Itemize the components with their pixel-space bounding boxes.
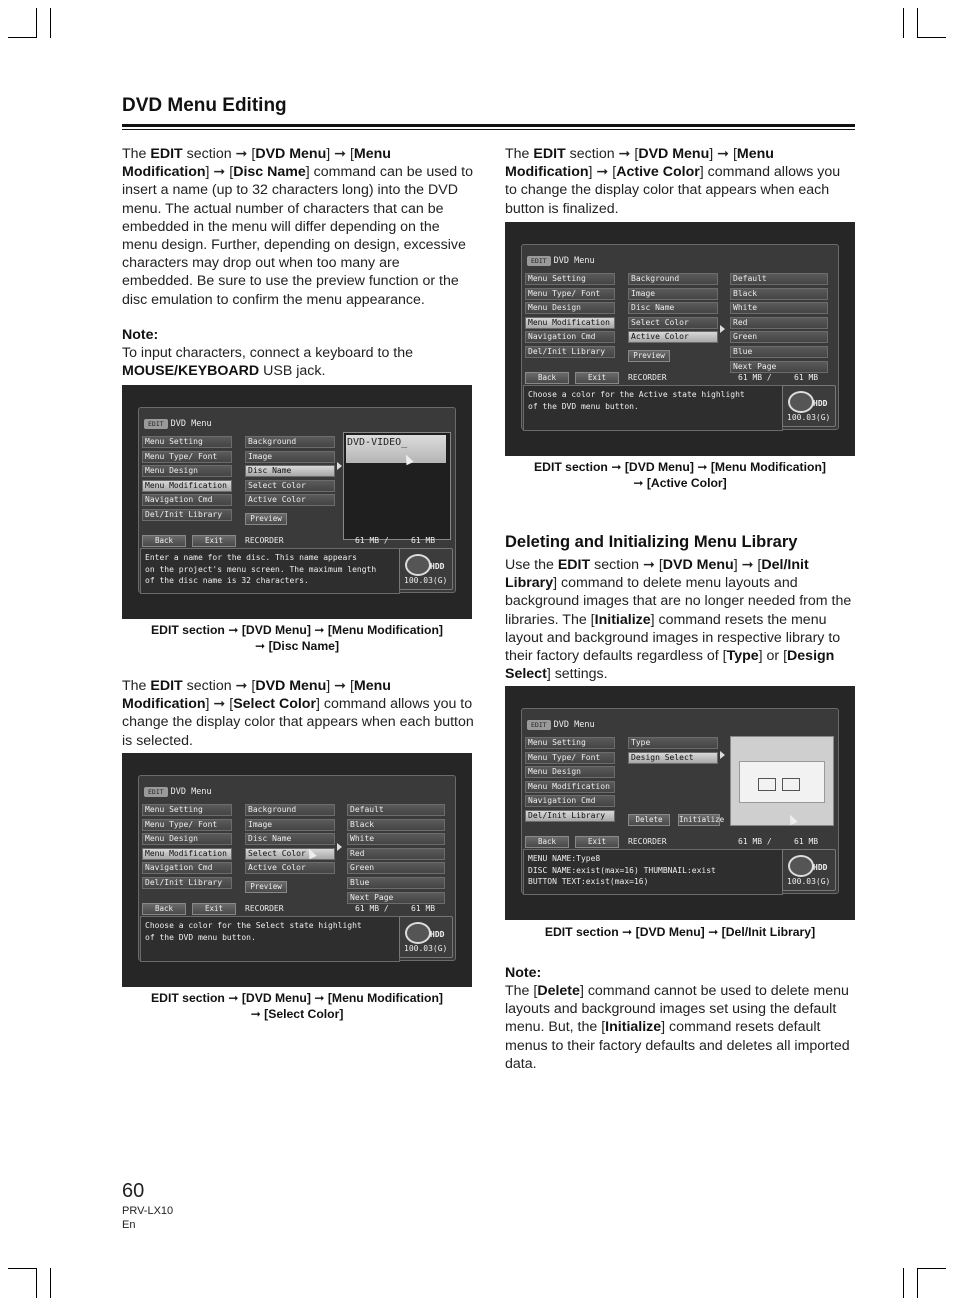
back-button[interactable]: Back — [525, 372, 569, 384]
menu-item-selected[interactable]: Menu Modification — [525, 317, 615, 329]
color-item[interactable]: Blue — [347, 877, 445, 889]
back-button[interactable]: Back — [142, 903, 186, 915]
paragraph-disc-name: The EDIT section ➞ [DVD Menu] ➞ [Menu Modification] ➞ [Disc Name] command can be used to insert a name (up to 32 characters long) into the DVD menu. The actual number of characters that can be embedded in the menu will differ depending on the menu design. Further, depending on design, excessive characters may drop out when too many are embedded. Be sure to use the preview function or the disc emulation to confirm the menu appearance. — [122, 146, 473, 308]
mod-menu — [245, 804, 335, 877]
caption-active-color: EDIT section ➞ [DVD Menu] ➞ [Menu Modification] ➞ [Active Color] — [534, 460, 826, 490]
submenu-arrow-icon — [720, 325, 725, 333]
delete-button[interactable]: Delete — [628, 814, 670, 826]
color-item[interactable]: Default — [730, 273, 828, 285]
menu-item[interactable]: Del/Init Library — [142, 877, 232, 889]
screenshot-active-color — [505, 222, 855, 456]
mod-item[interactable]: Active Color — [245, 862, 335, 874]
mod-item-selected[interactable]: Active Color — [628, 331, 718, 343]
screenshot-disc-name — [122, 385, 472, 619]
model-number: PRV-LX10 En — [122, 1205, 174, 1231]
capacity-used: 61 MB / — [355, 904, 389, 913]
screen-tab: EDIT DVD Menu — [527, 256, 595, 266]
hdd-space: 100.03(G) — [787, 877, 831, 886]
note-keyboard: To input characters, connect a keyboard to the MOUSE/KEYBOARD USB jack. — [122, 345, 414, 380]
hdd-label: HDD — [430, 562, 445, 571]
menu-item[interactable]: Menu Type/ Font — [525, 752, 615, 764]
menu-item[interactable]: Menu Design — [142, 833, 232, 845]
crop-mark — [36, 1268, 37, 1298]
crop-mark — [50, 1268, 51, 1298]
help-message: Enter a name for the disc. This name appears on the project's menu screen. The maximum length of the disc name is 32 characters. — [140, 548, 400, 594]
screenshot-select-color — [122, 753, 472, 987]
menu-item[interactable]: Menu Type/ Font — [525, 288, 615, 300]
menu-item[interactable]: Menu Type/ Font — [142, 819, 232, 831]
next-page-item[interactable]: Next Page — [730, 361, 828, 373]
capacity-total: 61 MB — [411, 536, 436, 545]
menu-item[interactable]: Menu Modification — [525, 781, 615, 793]
back-button[interactable]: Back — [142, 535, 186, 547]
caption-select-color: EDIT section ➞ [DVD Menu] ➞ [Menu Modification] ➞ [Select Color] — [151, 991, 443, 1021]
exit-button[interactable]: Exit — [192, 903, 236, 915]
mod-item[interactable]: Background — [245, 804, 335, 816]
color-item[interactable]: Red — [730, 317, 828, 329]
recorder-label: RECORDER — [245, 536, 284, 545]
capacity-used: 61 MB / — [738, 373, 772, 382]
recorder-label: RECORDER — [628, 837, 667, 846]
color-list — [347, 804, 445, 906]
color-item[interactable]: Red — [347, 848, 445, 860]
note-label: Note: — [122, 327, 159, 343]
hdd-icon — [788, 855, 814, 877]
menu-item[interactable]: Menu Setting — [525, 273, 615, 285]
submenu-arrow-icon — [337, 462, 342, 470]
help-message: Choose a color for the Select state highlight of the DVD menu button. — [140, 916, 400, 962]
color-item[interactable]: White — [347, 833, 445, 845]
hdd-icon — [405, 922, 431, 944]
menu-item-selected[interactable]: Menu Modification — [142, 848, 232, 860]
mod-item-selected[interactable]: Disc Name — [245, 465, 335, 477]
page-title: DVD Menu Editing — [122, 95, 287, 116]
crop-mark — [918, 37, 946, 38]
help-message: Choose a color for the Active state highlight of the DVD menu button. — [523, 385, 783, 431]
mod-item[interactable]: Image — [245, 451, 335, 463]
crop-mark — [36, 8, 37, 38]
title-rule — [122, 124, 855, 127]
initialize-button[interactable]: Initialize — [679, 815, 725, 824]
note-label: Note: — [505, 965, 542, 981]
hdd-label: HDD — [813, 863, 828, 872]
hdd-space: 100.03(G) — [787, 413, 831, 422]
screen-tab: EDIT DVD Menu — [527, 720, 595, 730]
left-menu — [142, 804, 232, 892]
library-menu — [628, 737, 718, 766]
color-item[interactable]: Green — [347, 862, 445, 874]
library-info: MENU NAME:Type8 DISC NAME:exist(max=16) THUMBNAIL:exist BUTTON TEXT:exist(max=16) — [523, 849, 783, 895]
menu-item[interactable]: Del/Init Library — [525, 346, 615, 358]
hdd-label: HDD — [430, 930, 445, 939]
mod-item[interactable]: Background — [628, 273, 718, 285]
hdd-label: HDD — [813, 399, 828, 408]
left-menu — [525, 273, 615, 361]
color-item[interactable]: Green — [730, 331, 828, 343]
recorder-label: RECORDER — [245, 904, 284, 913]
hdd-indicator — [782, 385, 836, 427]
paragraph-active-color: The EDIT section ➞ [DVD Menu] ➞ [Menu Modification] ➞ [Active Color] command allows you to change the display color that appears when each button is finalized. — [505, 146, 841, 217]
screen-tab: EDIT DVD Menu — [144, 419, 212, 429]
capacity-used: 61 MB / — [738, 837, 772, 846]
type-item[interactable]: Type — [628, 737, 718, 749]
capacity-total: 61 MB — [411, 904, 436, 913]
mod-menu — [628, 273, 718, 346]
mod-item[interactable]: Image — [245, 819, 335, 831]
menu-item[interactable]: Navigation Cmd — [525, 795, 615, 807]
menu-item[interactable]: Menu Setting — [525, 737, 615, 749]
crop-mark — [903, 8, 904, 38]
mod-item-selected[interactable]: Select Color — [245, 848, 335, 860]
color-item[interactable]: Black — [730, 288, 828, 300]
preview-button[interactable]: Preview — [245, 881, 287, 893]
menu-item[interactable]: Menu Setting — [142, 436, 232, 448]
mod-item[interactable]: Background — [245, 436, 335, 448]
mod-item[interactable]: Image — [628, 288, 718, 300]
submenu-arrow-icon — [337, 843, 342, 851]
menu-item[interactable]: Navigation Cmd — [525, 331, 615, 343]
hdd-indicator — [782, 849, 836, 891]
mod-menu — [245, 436, 335, 509]
disc-name-panel — [343, 432, 451, 540]
paragraph-del-init: Use the EDIT section ➞ [DVD Menu] ➞ [Del/Init Library] command to delete menu layouts and background images that are no longer needed from the libraries. The [Initialize] command resets the menu layout and background images in respective library to their factory defaults regardless of [Type] or [Design Select] settings. — [505, 557, 852, 683]
capacity-used: 61 MB / — [355, 536, 389, 545]
menu-item[interactable]: Del/Init Library — [142, 509, 232, 521]
caption-del-init-library: EDIT section ➞ [DVD Menu] ➞ [Del/Init Library] — [544, 925, 816, 939]
crop-mark — [50, 8, 51, 38]
crop-mark — [918, 1268, 946, 1269]
capacity-total: 61 MB — [794, 373, 819, 382]
caption-disc-name: EDIT section ➞ [DVD Menu] ➞ [Menu Modification] ➞ [Disc Name] — [151, 623, 443, 653]
crop-mark — [917, 1268, 918, 1298]
design-thumbnail-panel — [730, 736, 834, 826]
mod-item[interactable]: Select Color — [628, 317, 718, 329]
crop-mark — [903, 1268, 904, 1298]
color-item[interactable]: Blue — [730, 346, 828, 358]
hdd-icon — [788, 391, 814, 413]
left-menu — [525, 737, 615, 825]
menu-item-selected[interactable]: Menu Modification — [142, 480, 232, 492]
menu-item[interactable]: Navigation Cmd — [142, 862, 232, 874]
design-select-item[interactable]: Design Select — [628, 752, 718, 764]
mod-item[interactable]: Disc Name — [245, 833, 335, 845]
exit-button[interactable]: Exit — [575, 372, 619, 384]
mod-item[interactable]: Active Color — [245, 494, 335, 506]
preview-button[interactable]: Preview — [245, 513, 287, 525]
hdd-icon — [405, 554, 431, 576]
crop-mark — [8, 37, 36, 38]
hdd-space: 100.03(G) — [404, 944, 448, 953]
mod-item[interactable]: Select Color — [245, 480, 335, 492]
menu-item[interactable]: Menu Setting — [142, 804, 232, 816]
section-heading: Deleting and Initializing Menu Library — [505, 533, 798, 551]
back-button[interactable]: Back — [525, 836, 569, 848]
menu-item[interactable]: Menu Design — [525, 766, 615, 778]
color-list — [730, 273, 828, 375]
title-rule-thin — [122, 129, 855, 130]
page-number: 60 — [122, 1180, 145, 1202]
screenshot-del-init-library — [505, 686, 855, 920]
thumbnail-button — [782, 778, 800, 791]
paragraph-select-color: The EDIT section ➞ [DVD Menu] ➞ [Menu Modification] ➞ [Select Color] command allows you to change the display color that appears when each button is selected. — [122, 678, 474, 749]
note-delete: The [Delete] command cannot be used to delete menu layouts and background images set using the default menu. But, the [Initialize] command resets default menus to their factory defaults and deletes all imported data. — [505, 983, 850, 1072]
screen-tab: EDIT DVD Menu — [144, 787, 212, 797]
hdd-indicator — [399, 548, 453, 590]
menu-item-selected[interactable]: Del/Init Library — [525, 810, 615, 822]
menu-item[interactable]: Navigation Cmd — [142, 494, 232, 506]
recorder-label: RECORDER — [628, 373, 667, 382]
thumbnail-preview — [739, 761, 825, 803]
thumbnail-button — [758, 778, 776, 791]
color-item[interactable]: Default — [347, 804, 445, 816]
menu-item[interactable]: Menu Design — [142, 465, 232, 477]
hdd-indicator — [399, 916, 453, 958]
color-item[interactable]: Black — [347, 819, 445, 831]
color-item[interactable]: White — [730, 302, 828, 314]
left-menu — [142, 436, 232, 524]
menu-item[interactable]: Menu Type/ Font — [142, 451, 232, 463]
next-page-item[interactable]: Next Page — [347, 892, 445, 904]
capacity-total: 61 MB — [794, 837, 819, 846]
preview-button[interactable]: Preview — [628, 350, 670, 362]
submenu-arrow-icon — [720, 751, 725, 759]
crop-mark — [8, 1268, 36, 1269]
exit-button[interactable]: Exit — [192, 535, 236, 547]
mod-item[interactable]: Disc Name — [628, 302, 718, 314]
hdd-space: 100.03(G) — [404, 576, 448, 585]
crop-mark — [917, 8, 918, 38]
menu-item[interactable]: Menu Design — [525, 302, 615, 314]
disc-name-value: DVD-VIDEO_ — [347, 437, 408, 448]
exit-button[interactable]: Exit — [575, 836, 619, 848]
